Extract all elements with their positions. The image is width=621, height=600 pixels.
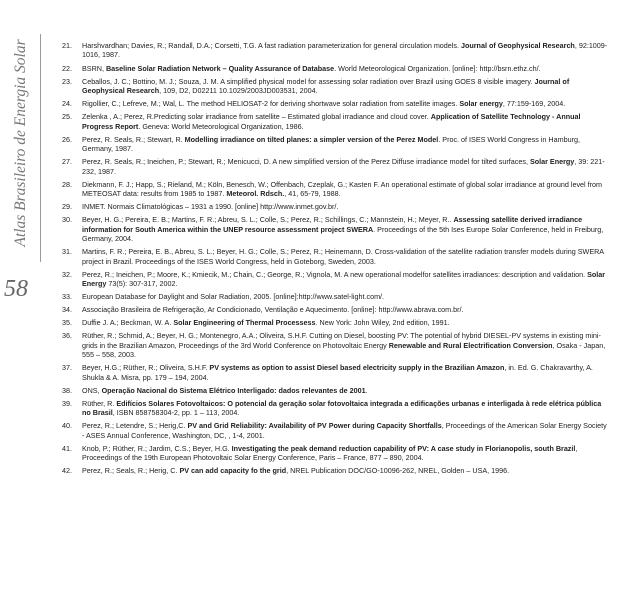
reference-number: 34. bbox=[62, 305, 72, 315]
reference-text: Rigollier, C.; Lefreve, M.; Wal, L. The method HELIOSAT-2 for deriving shortwave solar radiation from satellite images. bbox=[82, 99, 460, 109]
reference-number: 35. bbox=[62, 318, 72, 328]
reference-text: Rüther, R. bbox=[82, 398, 117, 408]
reference-item bbox=[62, 64, 610, 73]
reference-text: Beyer, H.G.; Rüther, R.; Oliveira, S.H.F. bbox=[82, 363, 210, 373]
reference-item bbox=[62, 135, 610, 154]
reference-number: 25. bbox=[62, 112, 72, 122]
reference-item bbox=[62, 331, 610, 359]
reference-title: PV systems as option to assist Diesel based electricity supply in the Brazilian Amazon bbox=[209, 363, 505, 373]
reference-text: Diekmann, F. J.; Happ, S.; Rieland, M.; Köln, Benesch, W.; Offenbach, Czeplak, G.; Kasten F. An operational estimate of global solar irradiance at ground level from METEOSAT data: results from 1985 to 1987. bbox=[82, 179, 603, 199]
reference-title: Journal of Geophysical Research bbox=[460, 41, 575, 50]
reference-title: Solar Energy bbox=[529, 157, 575, 167]
reference-item bbox=[62, 157, 610, 176]
reference-item bbox=[62, 215, 610, 243]
reference-text: Perez, R. Seals, R.; Stewart, R. bbox=[82, 134, 185, 144]
reference-text: Harshvardhan; Davies, R.; Randall, D.A.; Corsetti, T.G. A fast radiation parameterization for general circulation models. bbox=[82, 41, 461, 50]
page-number: 58 bbox=[4, 276, 28, 302]
reference-item bbox=[62, 421, 610, 440]
reference-number: 42. bbox=[62, 466, 72, 476]
reference-number: 33. bbox=[62, 292, 72, 302]
reference-number: 29. bbox=[62, 202, 72, 212]
reference-text: Martins, F. R.; Pereira, E. B., Abreu, S. L.; Beyer, H. G.; Colle, S.; Perez, R.; Heinemann, D. Cross-validation of the satellite radiation transfer models during SWERA project in Brazil. Proceedings of the ISES World Congress, held in Goteborg, Sweden, 2003. bbox=[82, 247, 604, 266]
reference-number: 28. bbox=[62, 179, 72, 189]
reference-item bbox=[62, 112, 610, 131]
reference-text: Perez, R.; Letendre, S.; Herig,C. bbox=[82, 421, 188, 431]
reference-item bbox=[62, 386, 610, 395]
reference-title: PV can add capacity fo the grid bbox=[179, 466, 287, 476]
reference-title: Journal of Geophysical Research bbox=[82, 76, 570, 95]
reference-number: 40. bbox=[62, 421, 72, 431]
reference-text: ONS, bbox=[82, 385, 102, 395]
reference-title: Operação Nacional do Sistema Elétrico Interligado: dados relevantes de 2001 bbox=[101, 385, 366, 395]
reference-item bbox=[62, 41, 610, 60]
reference-text: , 109, D2, D02211 10.1029/2003JD003531, 2004. bbox=[159, 86, 318, 95]
reference-text: , 41, 65-79, 1988. bbox=[284, 189, 341, 199]
vertical-divider bbox=[40, 34, 41, 262]
reference-title: Solar Engineering of Thermal Processess bbox=[173, 318, 316, 328]
running-title-text: Atlas Brasileiro de Energia Solar bbox=[12, 39, 29, 247]
reference-text: , Proceedings of the American Solar Energy Society - ASES Annual Conference, Washington, DC, , 1-4, 2001. bbox=[82, 421, 607, 440]
reference-text: BSRN, bbox=[82, 63, 106, 73]
reference-text: , 39: 221-232, 1987. bbox=[82, 157, 605, 176]
reference-item bbox=[62, 180, 610, 199]
reference-number: 30. bbox=[62, 215, 72, 225]
reference-item bbox=[62, 247, 610, 266]
reference-text: , NREL Publication DOC/GO-10096-262, NREL, Golden – USA, 1996. bbox=[286, 466, 510, 476]
reference-text: Perez, R. Seals, R.; Ineichen, P.; Stewart, R.; Menicucci, D. A new simplified version of the Perez Diffuse irradiance model for tilted surfaces, bbox=[82, 157, 530, 167]
reference-text: . bbox=[365, 385, 368, 395]
reference-text: . Proceedings of the 5th Ises Europe Solar Conference, held in Freiburg, Germany, 2004. bbox=[82, 224, 604, 244]
reference-text: Associação Brasileira de Refrigeração, Ar Condicionado, Ventilação e Aquecimento. [online]: http://www.abrava.com.br/. bbox=[82, 305, 464, 315]
reference-title: Baseline Solar Radiation Network – Quality Assurance of Database bbox=[105, 63, 335, 73]
reference-number: 26. bbox=[62, 134, 72, 144]
reference-text: 73(5): 307-317, 2002. bbox=[106, 279, 178, 289]
reference-number: 39. bbox=[62, 398, 72, 408]
reference-text: Duffie J. A.; Beckman, W. A. bbox=[82, 318, 174, 328]
reference-number: 22. bbox=[62, 63, 72, 73]
reference-item bbox=[62, 292, 610, 301]
reference-text: . New York: John Wiley, 2nd edition, 1991. bbox=[315, 318, 450, 328]
reference-text: . Proc. of ISES World Congress in Hamburg, Germany, 1987. bbox=[82, 134, 580, 154]
reference-item bbox=[62, 99, 610, 108]
reference-text: , Osaka - Japan, 555 – 558, 2003. bbox=[82, 340, 606, 360]
reference-number: 38. bbox=[62, 385, 72, 395]
reference-text: . Geneva: World Meteorological Organization, 1986. bbox=[138, 121, 304, 131]
reference-item bbox=[62, 466, 610, 475]
reference-title: Assessing satellite derived irradiance information for South America within the UNEP resource assessment project SWERA bbox=[82, 215, 583, 234]
reference-number: 36. bbox=[62, 331, 72, 341]
reference-item bbox=[62, 318, 610, 327]
reference-text: European Database for Daylight and Solar Radiation, 2005. [online]:http://www.satel-light.com/. bbox=[82, 292, 385, 302]
reference-text: Rüther, R.; Schmid, A.; Beyer, H. G.; Montenegro, A.A.; Oliveira, S.H.F. Cutting on Diesel, boosting PV: The potential of hybrid DIESEL-PV systems in existing mini-grids in the Brazilian Amazon, Proceedings of the 3rd World Conference on Photovoltaic Energy bbox=[82, 331, 601, 350]
reference-number: 23. bbox=[62, 76, 72, 86]
reference-number: 37. bbox=[62, 363, 72, 373]
reference-item bbox=[62, 270, 610, 289]
reference-text: . World Meteorological Organization. [online]: http://bsrn.ethz.ch/. bbox=[334, 63, 541, 73]
reference-title: Modelling irradiance on tilted planes: a simpler version of the Perez Model bbox=[184, 134, 439, 144]
reference-item bbox=[62, 77, 610, 96]
reference-item bbox=[62, 202, 610, 211]
reference-list bbox=[62, 41, 610, 480]
reference-title: Meteorol. Rdsch. bbox=[226, 189, 285, 199]
reference-title: Application of Satellite Technology - Annual Progress Report bbox=[82, 112, 581, 131]
reference-item bbox=[62, 305, 610, 314]
reference-text: Ceballos, J. C.; Bottino, M. J.; Souza, J. M. A simplified physical model for assessing solar radiation over Brazil using GOES 8 visible imagery. bbox=[82, 76, 535, 86]
reference-text: Beyer, H. G.; Pereira, E. B.; Martins, F. R.; Abreu, S. L.; Colle, S.; Perez, R.; Schillings, C.; Mannstein, H.; Meyer, R.. bbox=[82, 215, 454, 225]
reference-title: Renewable and Rural Electrification Conversion bbox=[388, 340, 553, 350]
reference-text: , 77:159-169, 2004. bbox=[502, 99, 566, 109]
reference-number: 41. bbox=[62, 443, 72, 453]
reference-text: Perez, R.; Seals, R.; Herig, C. bbox=[82, 466, 180, 476]
reference-text: INMET. Normais Climatológicas – 1931 a 1990. [online] http://www.inmet.gov.br/. bbox=[82, 202, 339, 212]
reference-number: 32. bbox=[62, 269, 72, 279]
reference-title: Investigating the peak demand reduction capability of PV: A case study in Florianopolis, south Brazil bbox=[231, 443, 576, 453]
reference-title: Solar Energy bbox=[82, 269, 606, 289]
reference-number: 31. bbox=[62, 247, 72, 257]
reference-title: Solar energy bbox=[459, 99, 503, 109]
reference-text: Zelenka , A.; Perez, R.Predicting solar irradiance from satellite – Estimated global irradiance and cloud cover. bbox=[82, 112, 431, 122]
reference-item bbox=[62, 399, 610, 418]
reference-number: 21. bbox=[62, 41, 72, 50]
reference-text: , in. Ed. G. Chakravarthy, A. Shukla & A. Misra, pp. 179 – 194, 2004. bbox=[82, 363, 593, 382]
reference-number: 27. bbox=[62, 157, 72, 167]
reference-item bbox=[62, 444, 610, 463]
reference-text: , Proceedings of the 19th European Photovoltaic Solar Energy Conference, Paris – France, 877 – 890, 2004. bbox=[82, 443, 578, 463]
reference-title: Edifícios Solares Fotovoltaicos: O potencial da geração solar fotovoltaica integrada a edificações urbanas e interligada à rede elétrica pública no Brasil bbox=[82, 398, 602, 418]
reference-text: Perez, R.; Ineichen, P.; Moore, K.; Kmiecik, M.; Chain, C.; George, R.; Vignola, M. A new operational modelfor satellites irradiances: description and validation. bbox=[82, 269, 588, 279]
reference-title: PV and Grid Reliability: Availability of PV Power during Capacity Shortfalls bbox=[187, 421, 442, 431]
reference-text: , 92:1009-1016, 1987. bbox=[82, 41, 608, 60]
reference-text: , ISBN 858758304-2, pp. 1 – 113, 2004. bbox=[112, 408, 240, 418]
running-title bbox=[6, 26, 36, 260]
reference-text: Knob, P.; Rüther, R.; Jardim, C.S.; Beyer, H.G. bbox=[82, 443, 232, 453]
reference-item bbox=[62, 363, 610, 382]
reference-number: 24. bbox=[62, 99, 72, 109]
